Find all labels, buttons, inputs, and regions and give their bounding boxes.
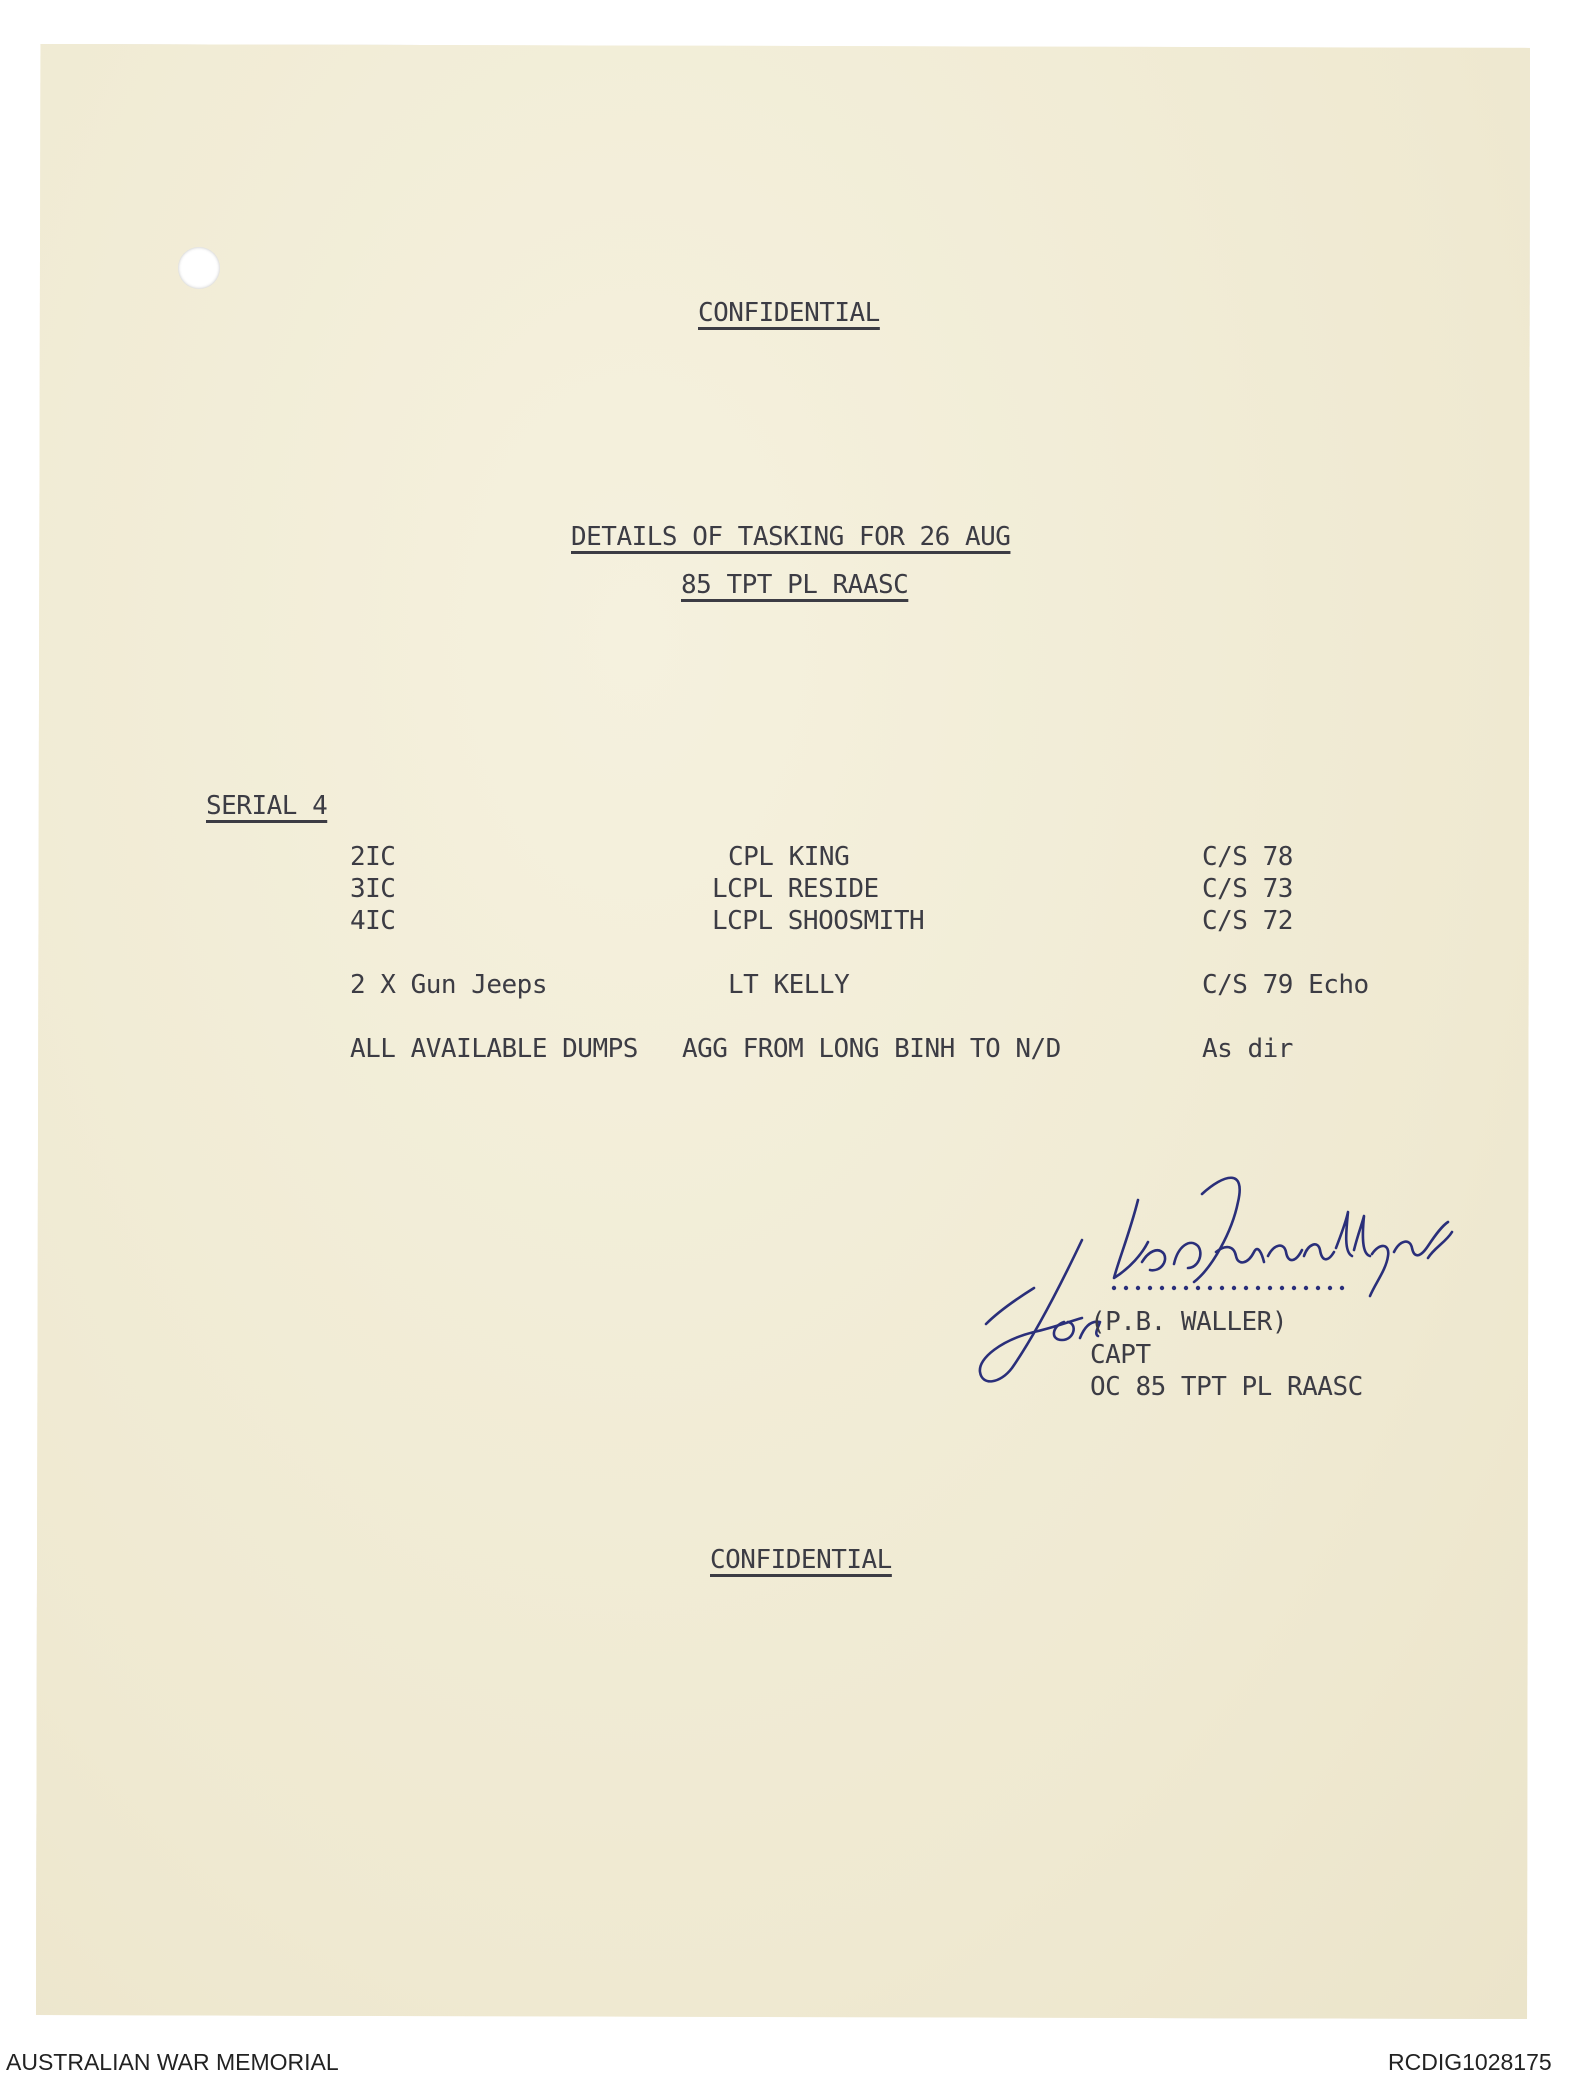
handwritten-signature (942, 1172, 1512, 1402)
signatory-rank: CAPT (1090, 1340, 1151, 1370)
escort-name: LT KELLY (728, 970, 850, 1000)
row-role: 3IC (350, 874, 396, 904)
row-role: 2IC (350, 842, 396, 872)
row-name: LCPL SHOOSMITH (712, 906, 925, 936)
row-name: CPL KING (728, 842, 850, 872)
archive-id: RCDIG1028175 (1388, 2049, 1552, 2075)
document-subtitle: 85 TPT PL RAASC (681, 570, 909, 600)
row-name: LCPL RESIDE (712, 874, 879, 904)
footer-classification: CONFIDENTIAL (710, 1545, 892, 1575)
signatory-appointment: OC 85 TPT PL RAASC (1090, 1372, 1363, 1402)
escort-callsign: C/S 79 Echo (1202, 970, 1369, 1000)
task-callsign: As dir (1202, 1034, 1293, 1064)
row-callsign: C/S 78 (1202, 842, 1293, 872)
document-page (36, 44, 1530, 2019)
archive-credit: AUSTRALIAN WAR MEMORIAL (6, 2049, 339, 2075)
header-classification: CONFIDENTIAL (698, 298, 880, 328)
escort-role: 2 X Gun Jeeps (350, 970, 547, 1000)
punch-hole (178, 247, 220, 289)
signatory-name: (P.B. WALLER) (1090, 1307, 1287, 1337)
row-role: 4IC (350, 906, 396, 936)
row-callsign: C/S 72 (1202, 906, 1293, 936)
task-role: ALL AVAILABLE DUMPS (350, 1034, 638, 1064)
document-title: DETAILS OF TASKING FOR 26 AUG (571, 522, 1011, 552)
task-name: AGG FROM LONG BINH TO N/D (682, 1034, 1061, 1064)
serial-label: SERIAL 4 (206, 791, 328, 821)
row-callsign: C/S 73 (1202, 874, 1293, 904)
